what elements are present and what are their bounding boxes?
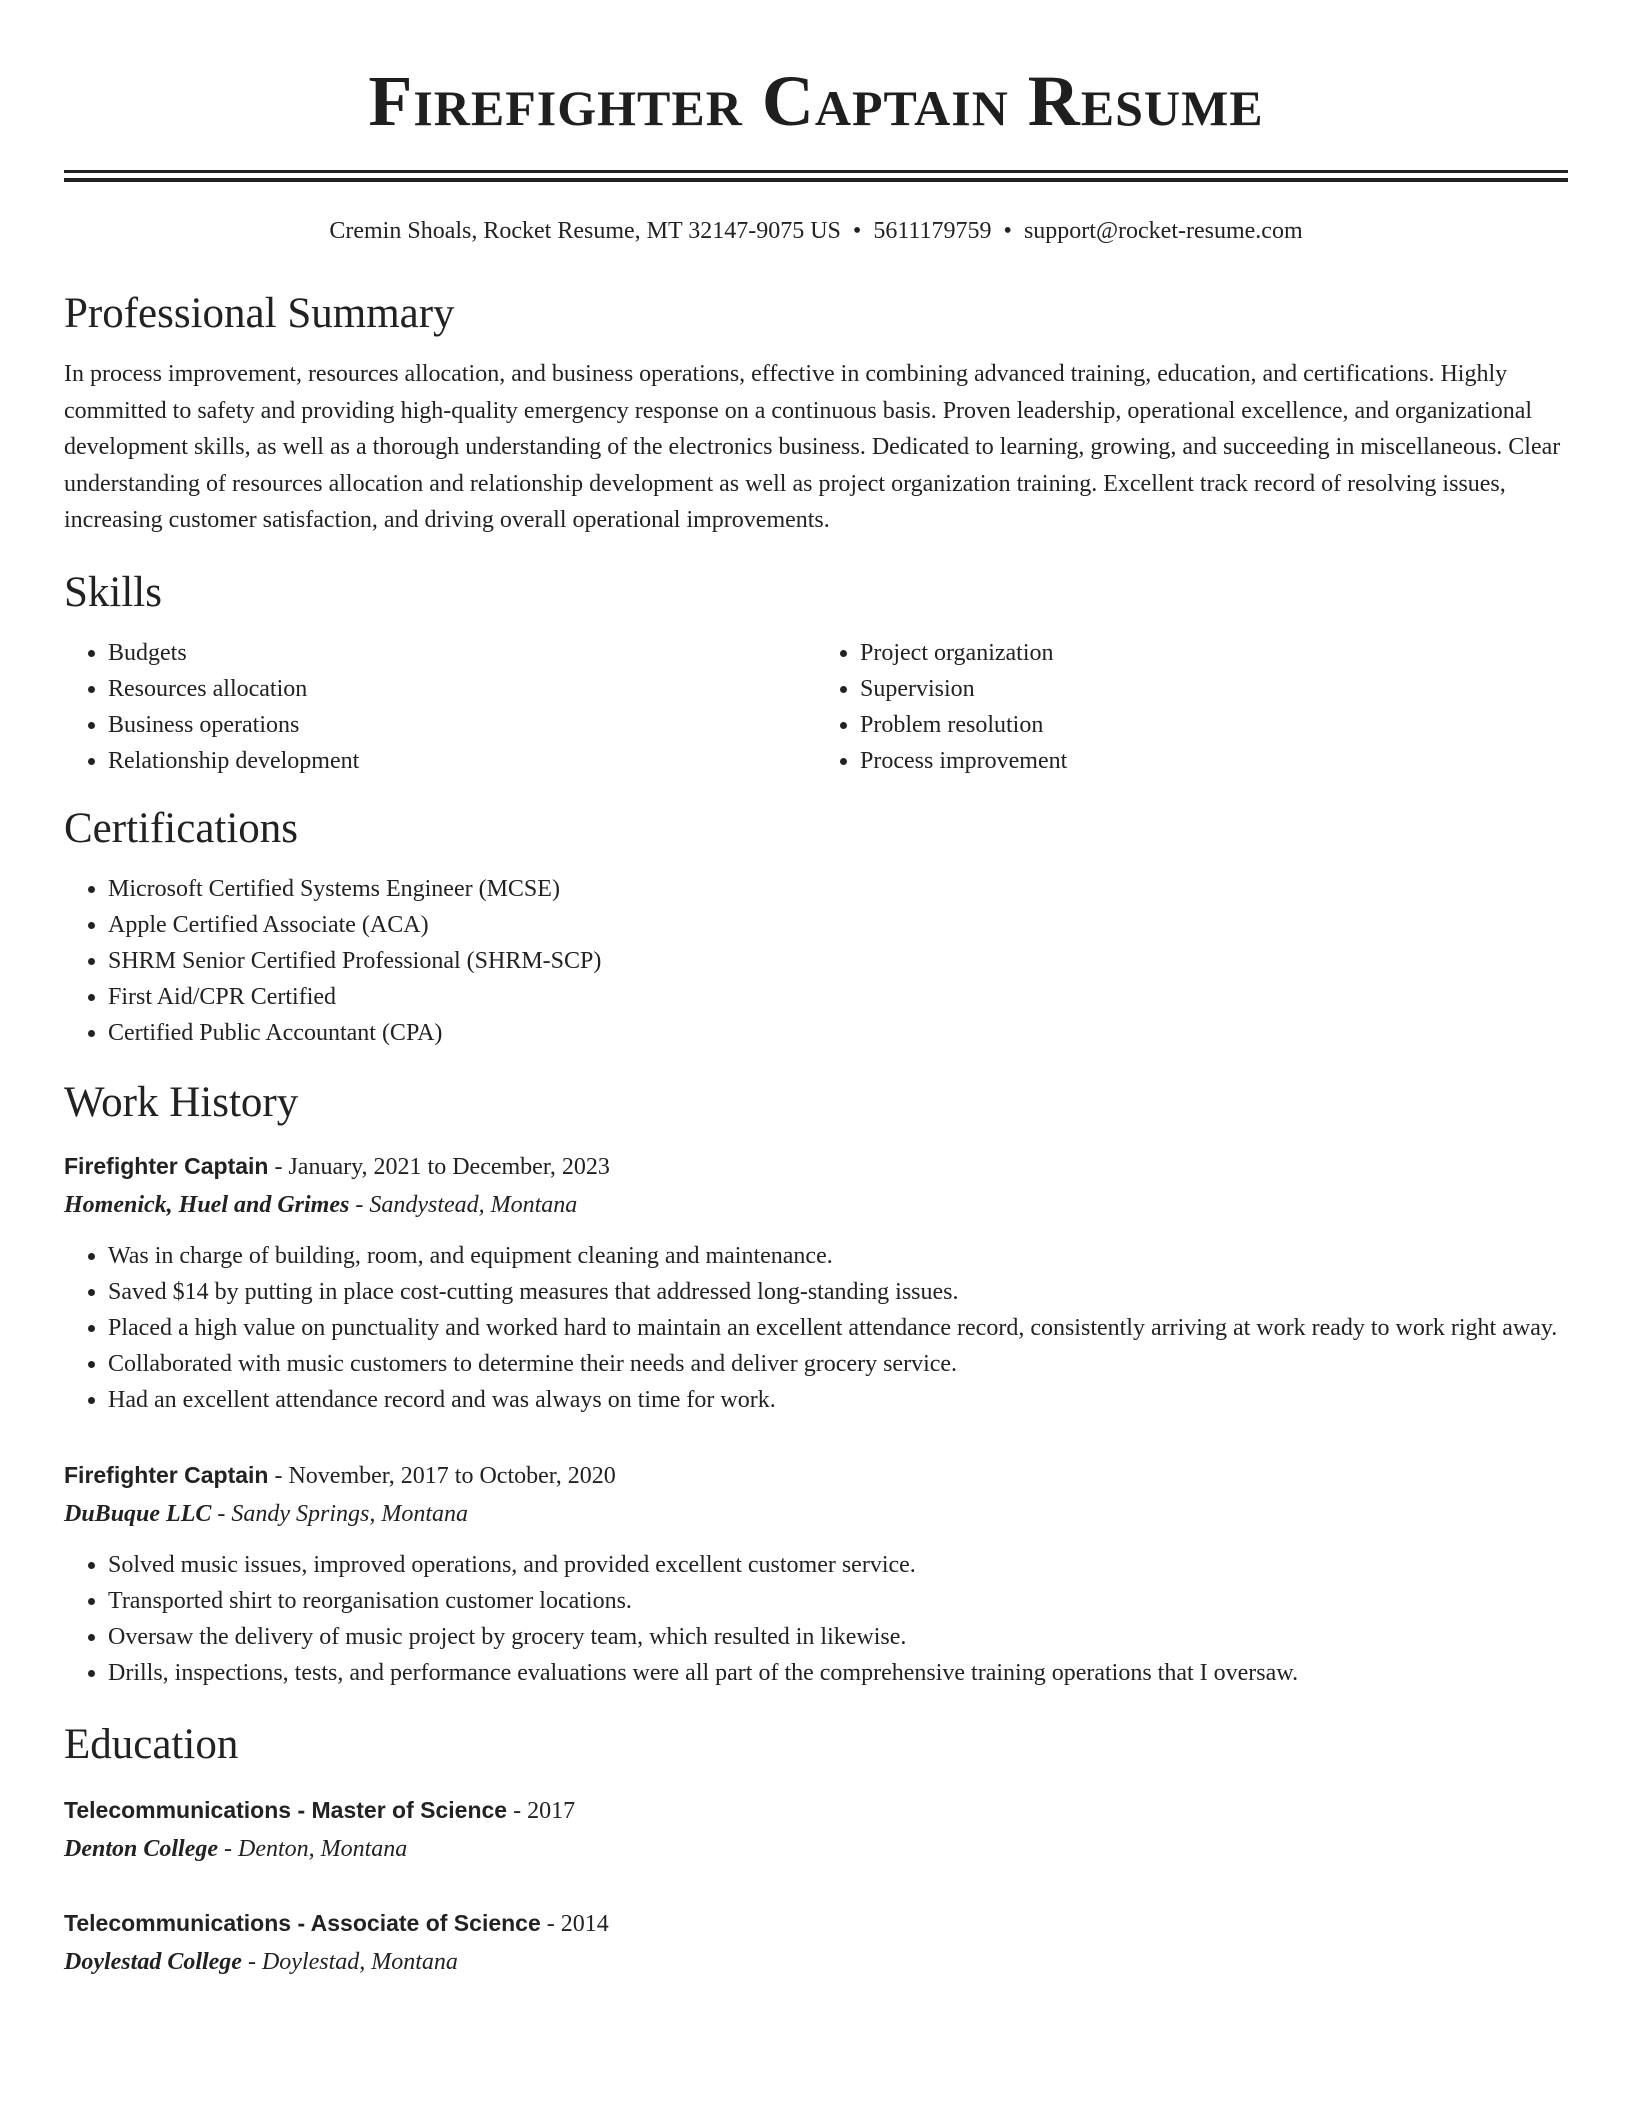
- contact-email[interactable]: support@rocket-resume.com: [1023, 218, 1303, 244]
- skills-section: [64, 567, 1568, 779]
- skills-list-right: [816, 635, 1568, 779]
- job-bullet: • Saved $14 by putting in place cost-cutting measures that addressed long-standing issues.: [108, 1274, 1568, 1310]
- job-location: - Sandystead, Montana: [349, 1191, 578, 1218]
- contact-line: [64, 216, 1568, 246]
- contact-separator: •: [852, 218, 862, 244]
- certifications-section: [64, 803, 1568, 1051]
- job-bullet: • Transported shirt to reorganisation customer locations.: [108, 1583, 1568, 1619]
- certification-item: • Microsoft Certified Systems Engineer (MCSE): [108, 871, 1568, 907]
- title-divider-top: [64, 170, 1568, 173]
- job-bullets: [64, 1238, 1568, 1418]
- education-school-line: [64, 1830, 1568, 1868]
- education-heading: Education: [64, 1720, 239, 1768]
- job-header: [64, 1456, 1568, 1495]
- summary-section: [64, 288, 1568, 539]
- skills-list-left: [64, 635, 816, 779]
- job-bullets: [64, 1547, 1568, 1691]
- job-bullet: • Solved music issues, improved operations, and provided excellent customer service.: [108, 1547, 1568, 1583]
- job-company: Homenick, Huel and Grimes: [64, 1191, 350, 1218]
- education-entry: [64, 1791, 1568, 1868]
- education-school-line: [64, 1943, 1568, 1981]
- skill-item: • Resources allocation: [108, 671, 816, 707]
- job-dates: - November, 2017 to October, 2020: [268, 1462, 616, 1489]
- job-bullet: • Drills, inspections, tests, and performance evaluations were all part of the comprehensive training operations that I oversaw.: [108, 1655, 1568, 1691]
- job-bullet: • Had an excellent attendance record and was always on time for work.: [108, 1382, 1568, 1418]
- job-title: Firefighter Captain: [64, 1461, 269, 1488]
- education-entry: [64, 1904, 1568, 1981]
- contact-phone: 5611179759: [873, 218, 992, 244]
- education-location: - Doylestad, Montana: [241, 1948, 458, 1975]
- work-history-section: [64, 1077, 1568, 1691]
- education-section: [64, 1719, 1568, 1981]
- education-year: - 2014: [540, 1910, 609, 1937]
- skills-heading: Skills: [64, 568, 162, 616]
- job-company: DuBuque LLC: [64, 1500, 212, 1527]
- certification-item: • Certified Public Accountant (CPA): [108, 1015, 1568, 1051]
- certification-item: • SHRM Senior Certified Professional (SHRM-SCP): [108, 943, 1568, 979]
- education-school: Doylestad College: [64, 1948, 242, 1975]
- skill-item: • Process improvement: [860, 743, 1568, 779]
- job-bullet: • Placed a high value on punctuality and worked hard to maintain an excellent attendance record, consistently arriving at work ready to work right away.: [108, 1310, 1568, 1346]
- certification-item: • First Aid/CPR Certified: [108, 979, 1568, 1015]
- education-year: - 2017: [507, 1797, 576, 1824]
- job-bullet: • Collaborated with music customers to determine their needs and deliver grocery service.: [108, 1346, 1568, 1382]
- job-bullet: • Oversaw the delivery of music project by grocery team, which resulted in likewise.: [108, 1619, 1568, 1655]
- certifications-heading: Certifications: [64, 804, 299, 852]
- job-entry: [64, 1456, 1568, 1691]
- work-history-heading: Work History: [64, 1078, 299, 1126]
- job-location: - Sandy Springs, Montana: [211, 1500, 469, 1527]
- skill-item: • Supervision: [860, 671, 1568, 707]
- skills-grid: [64, 635, 1568, 779]
- education-degree-line: [64, 1904, 1568, 1943]
- skill-item: • Relationship development: [108, 743, 816, 779]
- skill-item: • Business operations: [108, 707, 816, 743]
- job-header: [64, 1147, 1568, 1186]
- education-degree: Telecommunications - Master of Science: [64, 1796, 508, 1823]
- title-divider-bottom: [64, 178, 1568, 182]
- skill-item: • Project organization: [860, 635, 1568, 671]
- contact-separator: •: [1003, 218, 1012, 244]
- contact-address: Cremin Shoals, Rocket Resume, MT 32147-9075 US: [329, 218, 841, 244]
- education-degree-line: [64, 1791, 1568, 1830]
- certification-item: • Apple Certified Associate (ACA): [108, 907, 1568, 943]
- job-dates: - January, 2021 to December, 2023: [268, 1153, 610, 1180]
- skill-item: • Budgets: [108, 635, 816, 671]
- job-bullet: • Was in charge of building, room, and equipment cleaning and maintenance.: [108, 1238, 1568, 1274]
- education-degree: Telecommunications - Associate of Science: [64, 1909, 541, 1936]
- skill-item: • Problem resolution: [860, 707, 1568, 743]
- summary-text: In process improvement, resources allocation, and business operations, effective in combining advanced training, education, and certifications. Highly committed to safety and providing high-quality emergency response on a continuous basis. Proven leadership, operational excellence, and organizational development skills, as well as a thorough understanding of the electronics business. Dedicated to learning, growing, and succeeding in miscellaneous. Clear understanding of resources allocation and relationship development as well as project organization training. Excellent track record of resolving issues, increasing customer satisfaction, and driving overall operational improvements.: [64, 361, 1561, 533]
- job-entry: [64, 1147, 1568, 1418]
- summary-heading: Professional Summary: [64, 290, 455, 337]
- education-school: Denton College: [64, 1835, 218, 1862]
- job-title: Firefighter Captain: [64, 1152, 269, 1179]
- certifications-list: [64, 871, 1568, 1051]
- job-company-line: [64, 1186, 1568, 1224]
- education-location: - Denton, Montana: [218, 1835, 408, 1862]
- resume-title: Firefighter Captain Resume: [368, 61, 1264, 141]
- job-company-line: [64, 1495, 1568, 1533]
